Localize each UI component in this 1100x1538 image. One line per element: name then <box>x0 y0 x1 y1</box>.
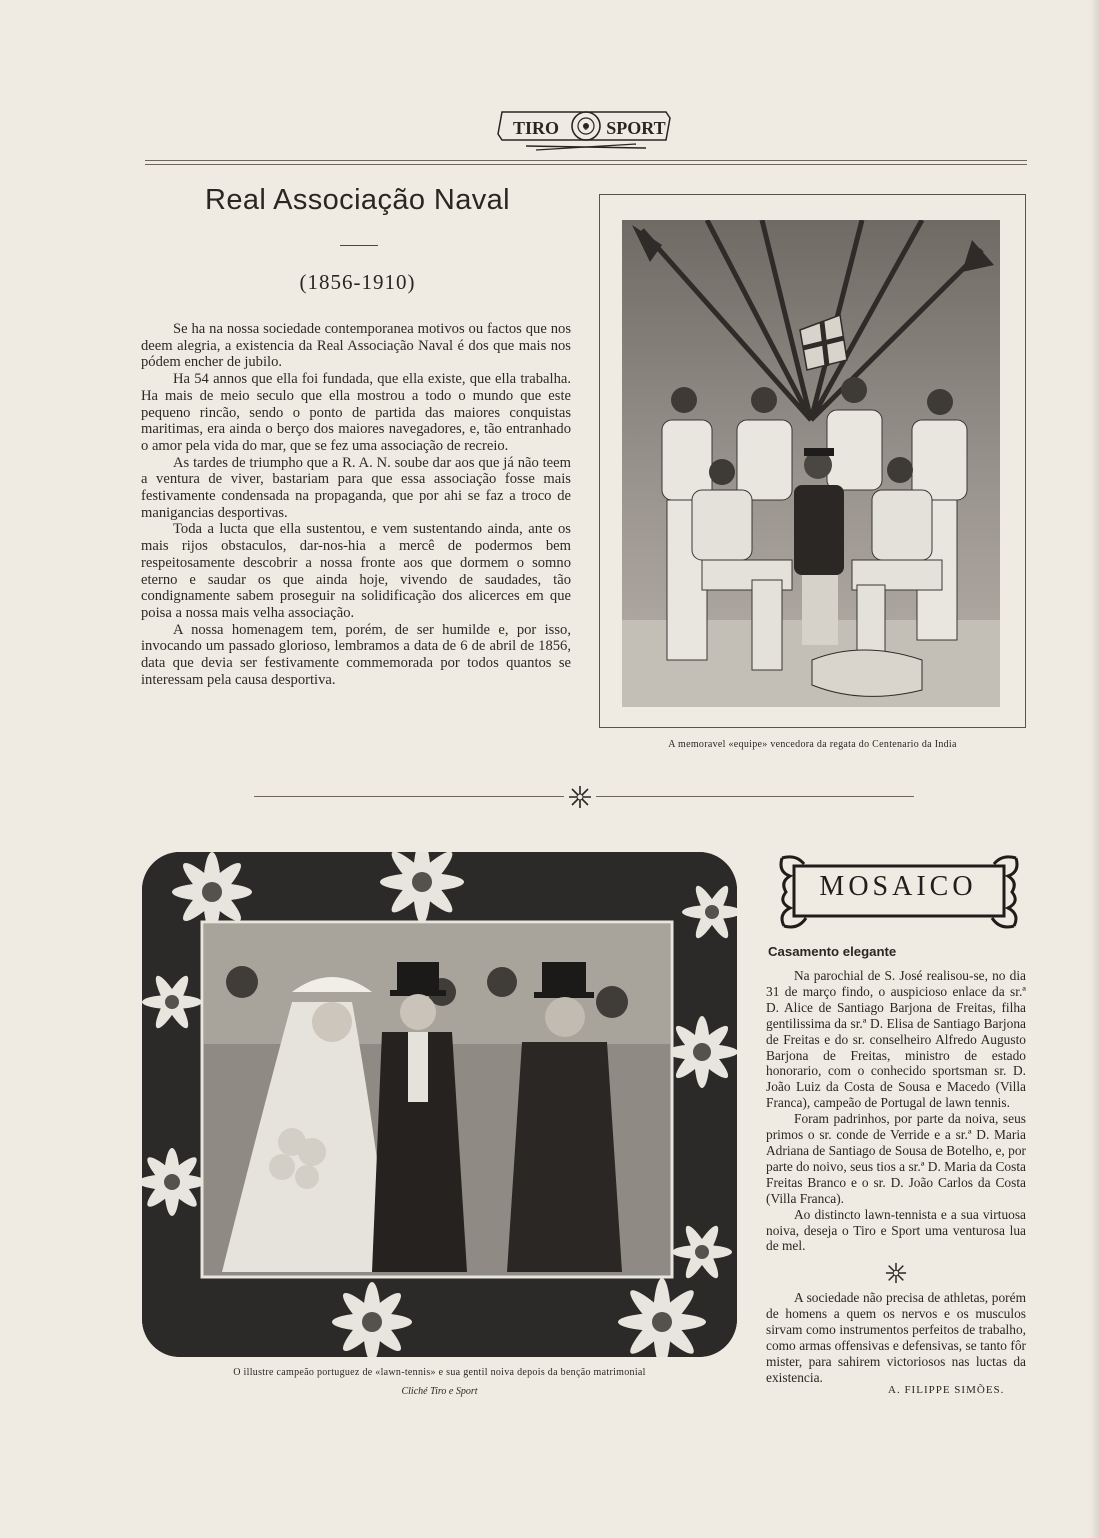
photo1-caption: A memoravel «equipe» vencedora da regata do Centenario da India <box>668 739 957 750</box>
article-paragraph: Toda a lucta que ella sustentou, e vem sustentando ainda, ante os mais rijos obstaculos, dar-nos-hia a mercê de podermos bem respeitosamente descobrir a nossa fronte aos que dormem o somno eterno e saudar os que ainda hoje, vivendo de saudades, tão condignamente sabem proseguir na solidificação dos alicerces em que poisa a nossa mais velha associação. <box>141 521 571 621</box>
svg-text:TIRO: TIRO <box>512 118 560 138</box>
header-rule-2 <box>145 164 1027 165</box>
wedding-paragraph: Foram padrinhos, por parte da noiva, seus primos o sr. conde de Verride e a sr.ª D. Maria Adriana de Santiago de Sousa de Botelho, e, por parte do noivo, seus tios a sr.ª D. Maria da Costa Freitas Branco e o sr. D. João Carlos da Costa (Villa Franca). <box>766 1111 1026 1206</box>
title-divider <box>340 245 378 246</box>
wedding-paragraph: Ao distincto lawn-tennista e a sua virtuosa noiva, deseja o Tiro e Sport uma venturosa lua de mel. <box>766 1206 1026 1254</box>
quote-text: A sociedade não precisa de athletas, porém de homens a quem os nervos e os musculos sirvam como instrumentos perfeitos de trabalho, como armas offensivas e defensivas, se tanto fôr mister, para sahirem victoriosos nas luctas da existencia. <box>766 1290 1026 1385</box>
header-rule <box>145 160 1027 161</box>
article-paragraph: Ha 54 annos que ella foi fundada, que ella existe, que ella trabalha. Ha mais de meio seculo que ella mostrou a todo o mundo que este pequeno rincão, sendo o ponto de partida das maiores conquistas maritimas, era ainda o berço dos maiores navegadores, e, tão entranhado o amor pela vida do mar, que se fez uma associação de recreio. <box>141 371 571 454</box>
asterisk-ornament-icon <box>568 785 592 809</box>
photo2-credit: Cliché Tiro e Sport <box>401 1386 478 1397</box>
wedding-paragraph: Na parochial de S. José realisou-se, no dia 31 de março findo, o auspicioso enlace da sr.ª D. Alice de Santiago Barjona de Freitas, filha gentilissima da sr.ª D. Elisa de Santiago Barjona de Freitas e do sr. conselheiro Alfredo Augusto Barjona de Freitas, ministro de estado honorario, com o conhecido sportsman sr. D. João Luiz da Costa de Sousa e Macedo (Villa Franca), campeão de Portugal de lawn tennis. <box>766 968 1026 1111</box>
wedding-photo <box>142 852 737 1357</box>
article-paragraph: As tardes de triumpho que a R. A. N. soube dar aos que já não teem a ventura de viver, bastariam para que essa associação fosse mais festivamente condensada na propaganda, que por ahi se faz a troco de manigancias desportivas. <box>141 454 571 521</box>
article-title: Real Associação Naval <box>205 184 510 216</box>
article-dates: (1856-1910) <box>299 270 416 294</box>
page-edge <box>1090 0 1100 1538</box>
article-paragraph: Se ha na nossa sociedade contemporanea motivos ou factos que nos deem alegria, a existencia da Real Associação Naval é dos que mais nos pódem encher de jubilo. <box>141 321 571 371</box>
section-separator <box>254 796 564 797</box>
section-separator <box>596 796 914 797</box>
masthead-logo <box>496 104 676 154</box>
mosaico-subheading: Casamento elegante <box>768 944 897 959</box>
wedding-notice <box>766 968 1026 1254</box>
article-paragraph: A nossa homenagem tem, porém, de ser humilde e, por isso, invocando um passado glorioso, lembramos a data de 6 de abril de 1856, data que devia ser festivamente commemorada por todos quantos se interessam pela causa desportiva. <box>141 621 571 688</box>
asterisk-ornament-icon <box>885 1262 907 1284</box>
article-body <box>141 321 571 688</box>
svg-text:e: e <box>584 122 588 132</box>
rowing-team-photo <box>622 220 1000 707</box>
quote-signature: A. FILIPPE SIMÕES. <box>888 1384 1005 1396</box>
mosaico-title: MOSAICO <box>819 871 977 902</box>
svg-text:SPORT: SPORT <box>606 118 666 138</box>
quote-block <box>766 1290 1026 1385</box>
photo2-caption: O illustre campeão portuguez de «lawn-tennis» e sua gentil noiva depois da benção matrimonial <box>233 1367 646 1378</box>
